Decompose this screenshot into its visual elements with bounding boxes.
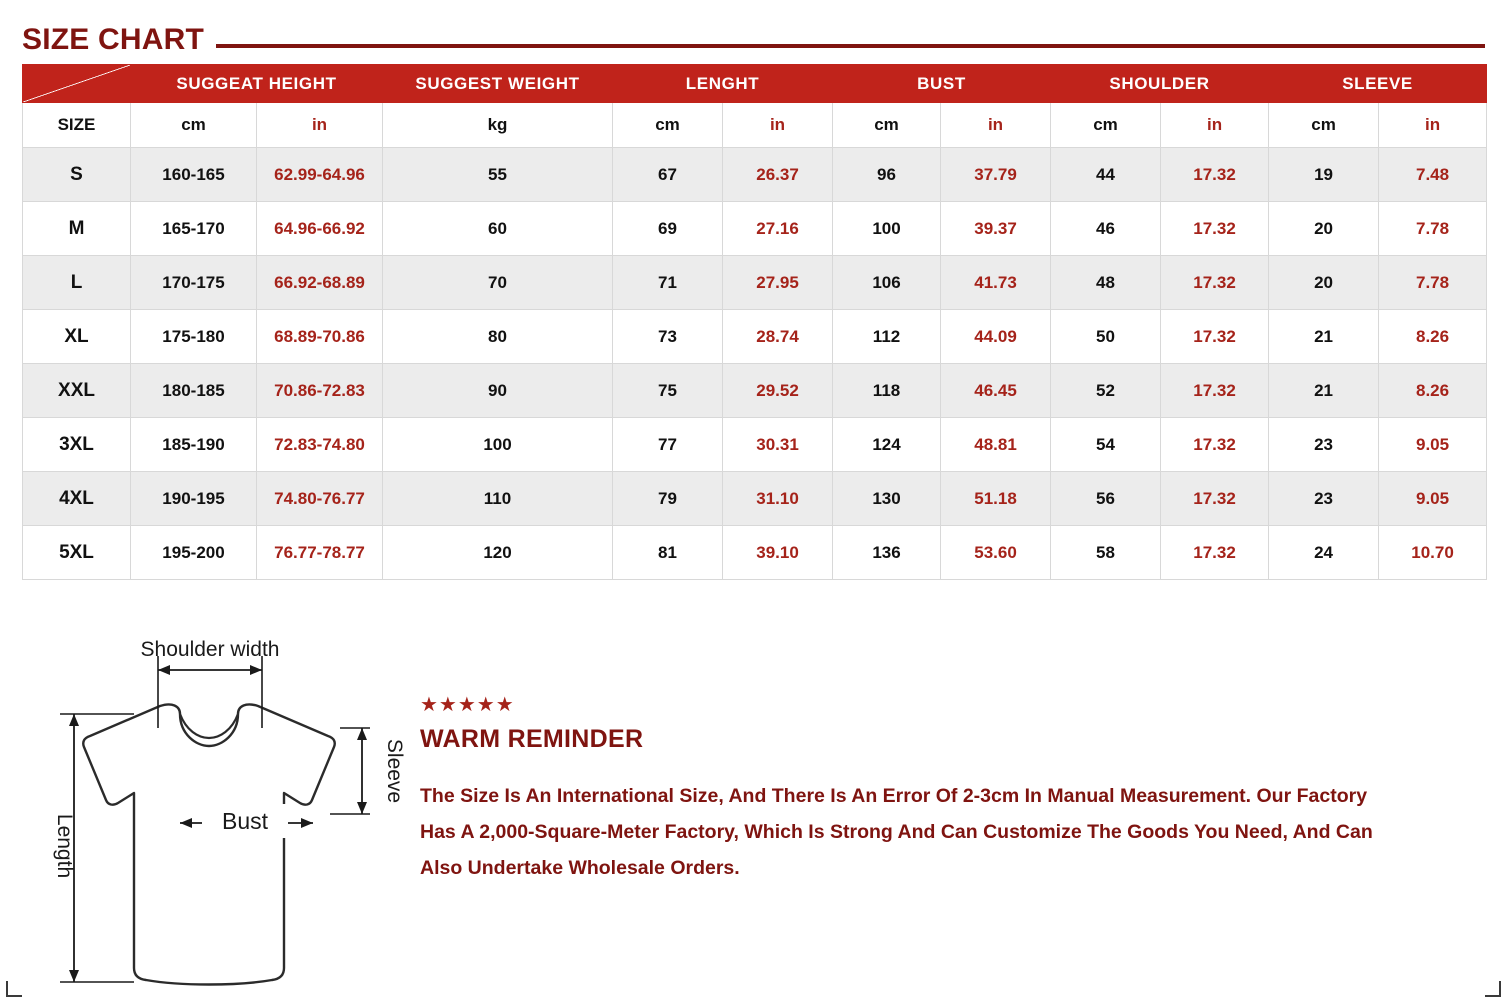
cell-length-cm: 67 (613, 148, 723, 202)
cell-sleeve-cm: 19 (1269, 148, 1379, 202)
cell-size: M (23, 202, 131, 256)
bottom-right-corner-mark (1485, 981, 1501, 997)
cell-shoulder-cm: 46 (1051, 202, 1161, 256)
cell-height-cm: 175-180 (131, 310, 257, 364)
cell-length-cm: 79 (613, 472, 723, 526)
cell-bust-in: 51.18 (941, 472, 1051, 526)
cell-height-in: 72.83-74.80 (257, 418, 383, 472)
cell-height-cm: 190-195 (131, 472, 257, 526)
cell-weight-kg: 55 (383, 148, 613, 202)
table-row (23, 364, 1487, 418)
cell-size: 4XL (23, 472, 131, 526)
sleeve-label: Sleeve (383, 738, 406, 804)
unit-header-bust-cm: cm (833, 103, 941, 148)
group-header-bust: BUST (833, 65, 1051, 103)
cell-height-in: 70.86-72.83 (257, 364, 383, 418)
cell-weight-kg: 80 (383, 310, 613, 364)
cell-sleeve-in: 8.26 (1379, 364, 1487, 418)
cell-height-in: 74.80-76.77 (257, 472, 383, 526)
unit-header-height-cm: cm (131, 103, 257, 148)
cell-height-cm: 160-165 (131, 148, 257, 202)
cell-bust-in: 41.73 (941, 256, 1051, 310)
group-header-length: LENGHT (613, 65, 833, 103)
cell-length-in: 29.52 (723, 364, 833, 418)
cell-shoulder-in: 17.32 (1161, 418, 1269, 472)
unit-header-size: SIZE (23, 103, 131, 148)
cell-shoulder-in: 17.32 (1161, 526, 1269, 580)
warm-reminder-body: The Size Is An International Size, And There Is An Error Of 2-3cm In Manual Measurement. Our Factory Has A 2,000-Square-Meter Factory, Which Is Strong And Can Customize The Goods You Need, And Can Also Undertake Wholesale Orders. (420, 785, 1373, 880)
unit-header-weight-kg: kg (383, 103, 613, 148)
cell-length-in: 39.10 (723, 526, 833, 580)
table-row (23, 148, 1487, 202)
group-header-suggest-height: SUGGEAT HEIGHT (131, 65, 383, 103)
cell-bust-cm: 130 (833, 472, 941, 526)
cell-sleeve-in: 9.05 (1379, 472, 1487, 526)
cell-length-in: 27.16 (723, 202, 833, 256)
cell-length-cm: 73 (613, 310, 723, 364)
cell-shoulder-cm: 48 (1051, 256, 1161, 310)
cell-length-cm: 81 (613, 526, 723, 580)
cell-bust-in: 53.60 (941, 526, 1051, 580)
cell-sleeve-in: 7.48 (1379, 148, 1487, 202)
rating-stars: ★★★★★ (420, 694, 515, 716)
table-row (23, 310, 1487, 364)
cell-bust-in: 37.79 (941, 148, 1051, 202)
warm-reminder-title: WARM REMINDER (420, 725, 644, 753)
cell-sleeve-in: 8.26 (1379, 310, 1487, 364)
cell-sleeve-cm: 23 (1269, 472, 1379, 526)
cell-length-in: 28.74 (723, 310, 833, 364)
table-row (23, 472, 1487, 526)
cell-size: 5XL (23, 526, 131, 580)
cell-weight-kg: 110 (383, 472, 613, 526)
cell-weight-kg: 90 (383, 364, 613, 418)
cell-bust-in: 46.45 (941, 364, 1051, 418)
cell-length-in: 30.31 (723, 418, 833, 472)
cell-weight-kg: 120 (383, 526, 613, 580)
cell-bust-cm: 96 (833, 148, 941, 202)
cell-length-in: 31.10 (723, 472, 833, 526)
cell-sleeve-cm: 20 (1269, 256, 1379, 310)
unit-header-height-in: in (257, 103, 383, 148)
cell-sleeve-in: 10.70 (1379, 526, 1487, 580)
cell-size: XXL (23, 364, 131, 418)
group-header-shoulder: SHOULDER (1051, 65, 1269, 103)
cell-size: L (23, 256, 131, 310)
cell-sleeve-cm: 21 (1269, 364, 1379, 418)
unit-header-length-in: in (723, 103, 833, 148)
bottom-left-corner-mark (6, 981, 22, 997)
warm-reminder-block (420, 695, 1440, 886)
cell-length-cm: 75 (613, 364, 723, 418)
cell-height-in: 68.89-70.86 (257, 310, 383, 364)
length-label: Length (53, 813, 76, 879)
cell-length-in: 26.37 (723, 148, 833, 202)
cell-sleeve-cm: 21 (1269, 310, 1379, 364)
cell-shoulder-in: 17.32 (1161, 256, 1269, 310)
cell-sleeve-in: 7.78 (1379, 202, 1487, 256)
cell-shoulder-cm: 58 (1051, 526, 1161, 580)
cell-length-cm: 69 (613, 202, 723, 256)
unit-header-bust-in: in (941, 103, 1051, 148)
tshirt-measurement-diagram (30, 618, 420, 998)
cell-shoulder-in: 17.32 (1161, 148, 1269, 202)
cell-bust-cm: 136 (833, 526, 941, 580)
cell-bust-cm: 112 (833, 310, 941, 364)
table-row (23, 256, 1487, 310)
cell-bust-cm: 106 (833, 256, 941, 310)
cell-shoulder-in: 17.32 (1161, 310, 1269, 364)
cell-size: S (23, 148, 131, 202)
cell-shoulder-cm: 44 (1051, 148, 1161, 202)
cell-bust-in: 39.37 (941, 202, 1051, 256)
cell-height-cm: 185-190 (131, 418, 257, 472)
cell-height-cm: 195-200 (131, 526, 257, 580)
cell-bust-in: 44.09 (941, 310, 1051, 364)
table-group-header-row (23, 65, 1487, 103)
cell-height-in: 76.77-78.77 (257, 526, 383, 580)
size-chart-table (22, 64, 1487, 580)
size-chart-table-wrap (22, 64, 1486, 580)
cell-weight-kg: 100 (383, 418, 613, 472)
cell-weight-kg: 60 (383, 202, 613, 256)
cell-shoulder-cm: 54 (1051, 418, 1161, 472)
cell-size: 3XL (23, 418, 131, 472)
cell-size: XL (23, 310, 131, 364)
cell-shoulder-in: 17.32 (1161, 202, 1269, 256)
cell-bust-in: 48.81 (941, 418, 1051, 472)
cell-shoulder-cm: 50 (1051, 310, 1161, 364)
group-header-suggest-weight: SUGGEST WEIGHT (383, 65, 613, 103)
page-title-row (0, 18, 1507, 62)
group-header-sleeve: SLEEVE (1269, 65, 1487, 103)
unit-header-sleeve-in: in (1379, 103, 1487, 148)
table-row (23, 418, 1487, 472)
shoulder-width-label: Shoulder width (140, 638, 280, 661)
cell-bust-cm: 100 (833, 202, 941, 256)
cell-height-in: 66.92-68.89 (257, 256, 383, 310)
cell-sleeve-in: 9.05 (1379, 418, 1487, 472)
cell-shoulder-cm: 56 (1051, 472, 1161, 526)
cell-weight-kg: 70 (383, 256, 613, 310)
title-divider (216, 44, 1485, 48)
cell-height-cm: 165-170 (131, 202, 257, 256)
cell-sleeve-cm: 23 (1269, 418, 1379, 472)
cell-bust-cm: 118 (833, 364, 941, 418)
lower-section (0, 600, 1507, 1001)
cell-shoulder-in: 17.32 (1161, 364, 1269, 418)
bust-label: Bust (221, 808, 269, 834)
cell-sleeve-cm: 24 (1269, 526, 1379, 580)
cell-length-cm: 71 (613, 256, 723, 310)
cell-height-in: 62.99-64.96 (257, 148, 383, 202)
table-row (23, 202, 1487, 256)
unit-header-shoulder-cm: cm (1051, 103, 1161, 148)
cell-height-cm: 170-175 (131, 256, 257, 310)
unit-header-sleeve-cm: cm (1269, 103, 1379, 148)
table-unit-header-row (23, 103, 1487, 148)
cell-sleeve-cm: 20 (1269, 202, 1379, 256)
cell-shoulder-cm: 52 (1051, 364, 1161, 418)
cell-height-cm: 180-185 (131, 364, 257, 418)
page-title: SIZE CHART (22, 23, 204, 56)
cell-bust-cm: 124 (833, 418, 941, 472)
cell-height-in: 64.96-66.92 (257, 202, 383, 256)
unit-header-shoulder-in: in (1161, 103, 1269, 148)
cell-sleeve-in: 7.78 (1379, 256, 1487, 310)
unit-header-length-cm: cm (613, 103, 723, 148)
cell-shoulder-in: 17.32 (1161, 472, 1269, 526)
table-corner-cell (23, 65, 131, 103)
cell-length-cm: 77 (613, 418, 723, 472)
size-chart-body (23, 148, 1487, 580)
cell-length-in: 27.95 (723, 256, 833, 310)
table-row (23, 526, 1487, 580)
